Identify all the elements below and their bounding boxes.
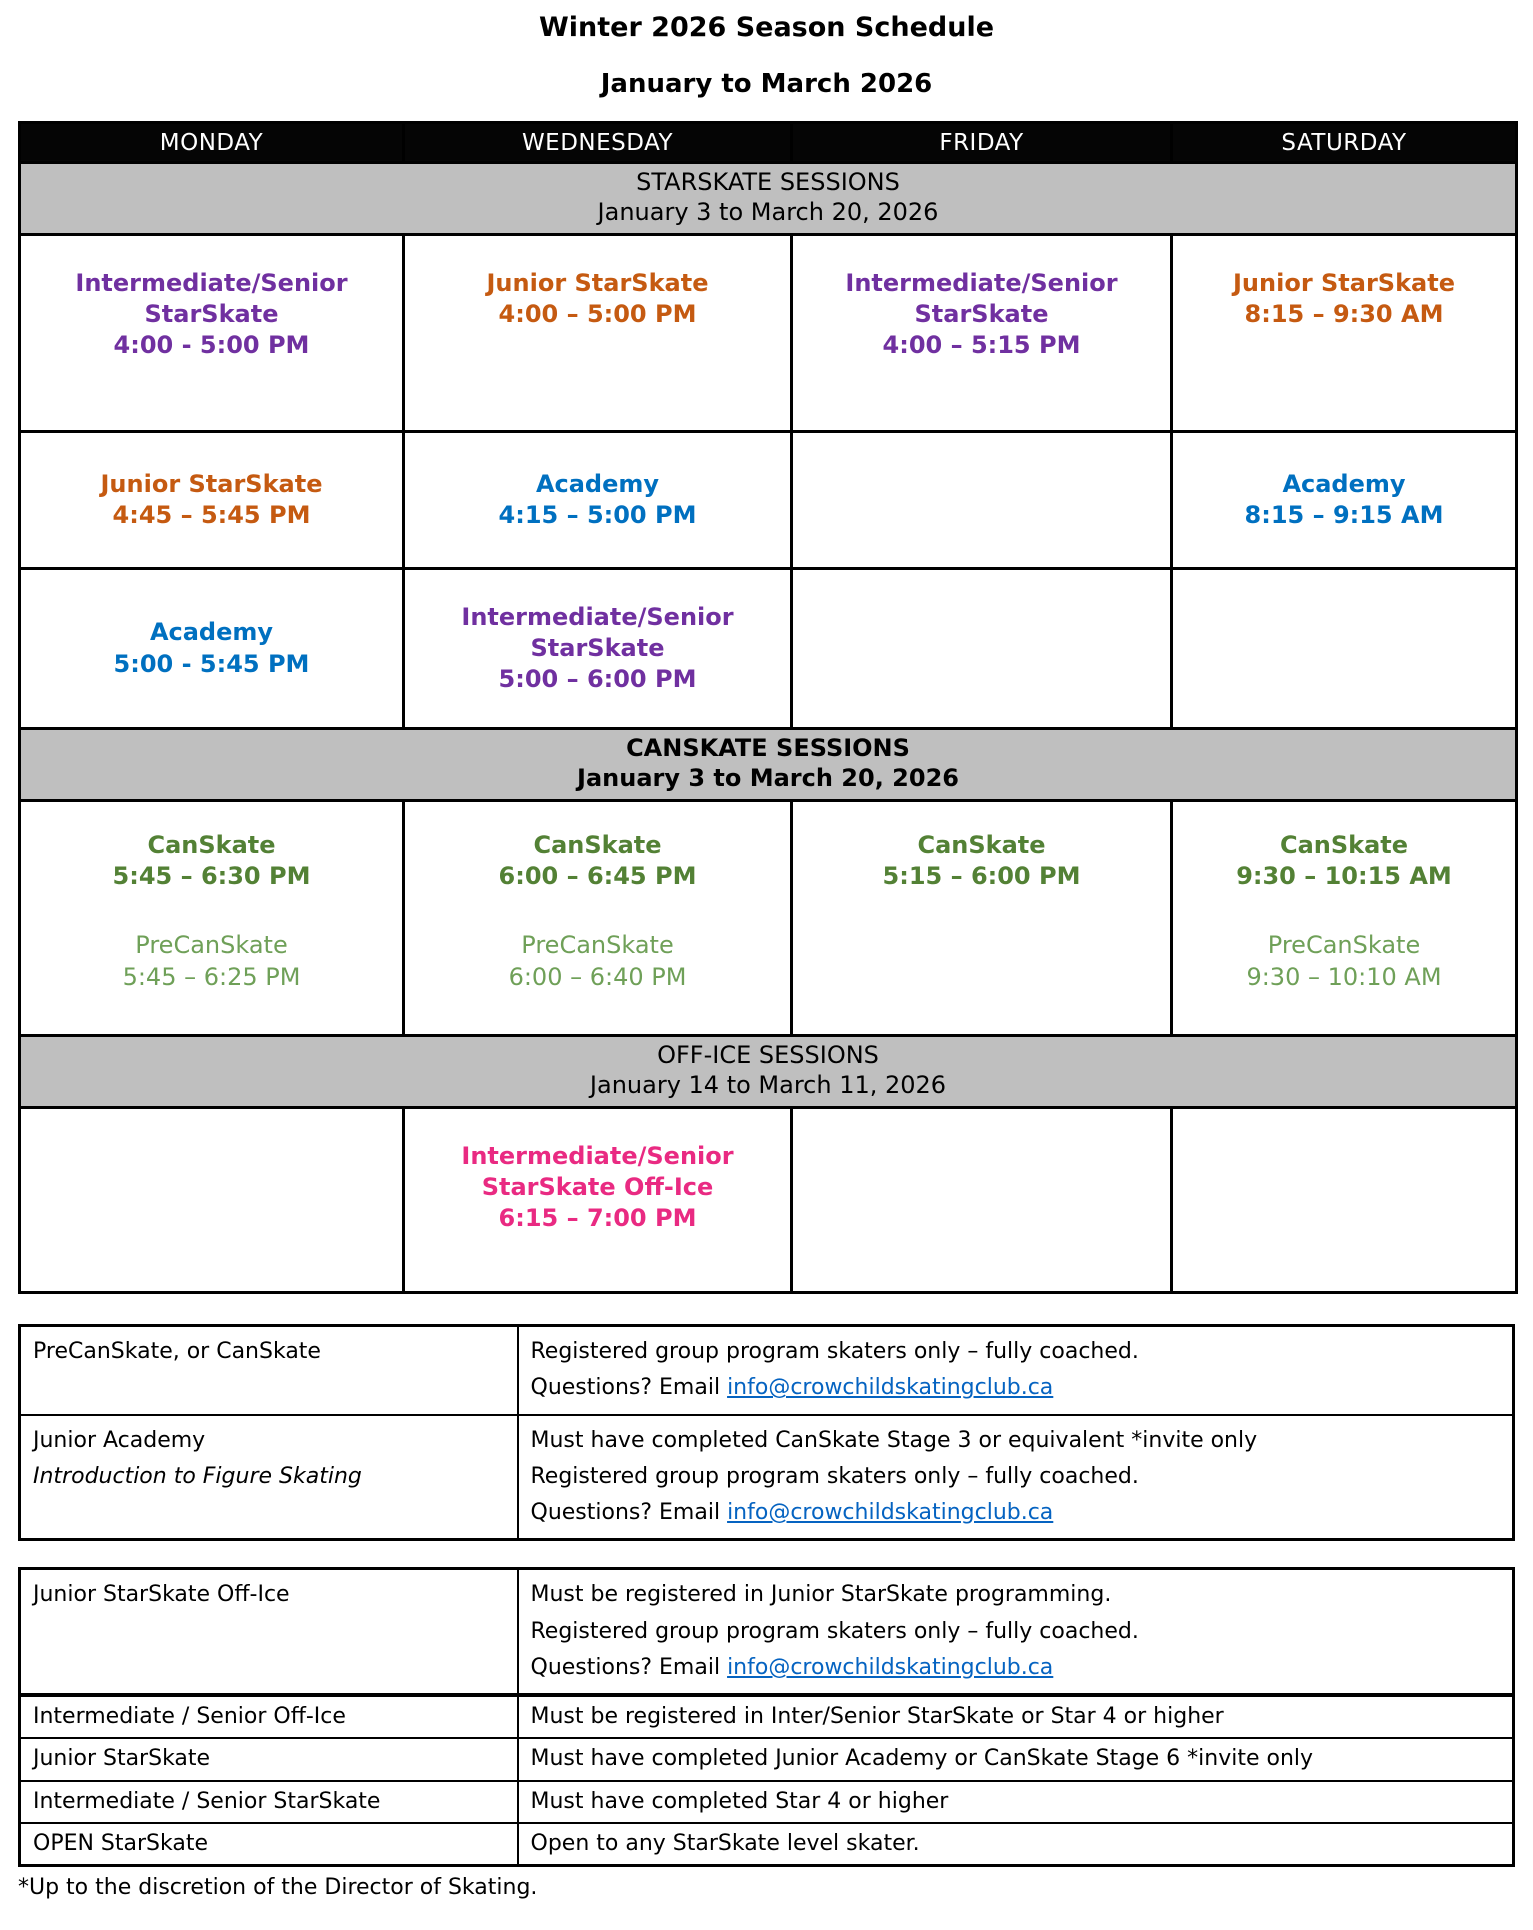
note-detail-line: Registered group program skaters only – fully coached. [530, 1339, 1139, 1364]
note-row-junior-starskate [20, 1738, 1514, 1780]
session-program [406, 1141, 789, 1235]
note-row-precanskate [20, 1326, 1514, 1415]
program-time: 9:30 – 10:15 AM [1236, 862, 1452, 891]
note-detail-cell [518, 1738, 1514, 1780]
program-name: Academy [1282, 469, 1406, 498]
program-time: 4:00 - 5:00 PM [113, 331, 310, 360]
program-time: 9:30 – 10:10 AM [1246, 962, 1442, 991]
starskate-row-2 [20, 432, 1517, 569]
session-cell-wed-canskate [404, 801, 792, 1036]
section-dates-starskate: January 3 to March 20, 2026 [597, 198, 939, 226]
note-program-cell [20, 1415, 518, 1540]
session-program [406, 602, 789, 696]
email-prefix: Questions? Email [530, 1375, 728, 1401]
program-name: PreCanSkate [521, 931, 674, 960]
program-name: CanSkate [533, 831, 662, 859]
session-cell-sat-1 [1172, 235, 1517, 432]
session-program [22, 617, 401, 679]
note-detail-cell [518, 1695, 1514, 1738]
session-cell-fri-canskate [792, 801, 1172, 1036]
session-cell-fri-3-empty [792, 569, 1172, 729]
session-program [406, 469, 789, 531]
note-row-inter-senior-starskate [20, 1781, 1514, 1823]
offce-row [20, 1108, 1517, 1293]
note-program-cell [20, 1569, 518, 1695]
day-header-saturday: SATURDAY [1172, 123, 1517, 163]
note-detail-line: Must have completed Junior Academy or CanSkate Stage 6 *invite only [530, 1746, 1314, 1772]
section-banner-canskate [20, 729, 1517, 801]
note-detail-cell [518, 1781, 1514, 1823]
note-detail-line: Must be registered in Junior StarSkate programming. [530, 1582, 1112, 1608]
note-detail-line [531, 1495, 1501, 1531]
note-row-junior-academy [20, 1415, 1514, 1540]
section-dates-offce: January 14 to March 11, 2026 [589, 1071, 947, 1099]
program-time: 5:00 - 5:45 PM [113, 649, 310, 678]
note-detail-line: Registered group program skaters only – fully coached. [530, 1618, 1139, 1644]
session-cell-wed-2 [404, 432, 792, 569]
note-program-cell [20, 1326, 518, 1415]
note-detail-cell [518, 1569, 1514, 1695]
session-cell-wed-1 [404, 235, 792, 432]
session-cell-fri-1 [792, 235, 1172, 432]
session-cell-sat-canskate [1172, 801, 1517, 1036]
session-subprogram [1174, 930, 1514, 992]
notes-table-programs [18, 1324, 1515, 1541]
program-name: Intermediate/Senior StarSkate [461, 602, 734, 662]
email-prefix: Questions? Email [530, 1655, 728, 1681]
session-program [794, 830, 1169, 892]
note-program-cell [20, 1781, 518, 1823]
email-link[interactable]: info@crowchildskatingclub.ca [727, 1500, 1054, 1526]
day-header-wednesday: WEDNESDAY [404, 123, 792, 163]
program-name: PreCanSkate [1267, 931, 1421, 960]
note-program-subtitle: Introduction to Figure Skating [33, 1463, 362, 1489]
note-detail-line [531, 1650, 1501, 1686]
program-time: 5:45 – 6:30 PM [112, 862, 311, 891]
section-banner-offce-cell [20, 1036, 1517, 1108]
session-cell-sat-2 [1172, 432, 1517, 569]
footnote: *Up to the discretion of the Director of Skating. [18, 1874, 538, 1900]
day-header-friday: FRIDAY [792, 123, 1172, 163]
session-cell-fri-offce-empty [792, 1108, 1172, 1293]
note-detail-cell [518, 1326, 1514, 1415]
session-cell-mon-offce-empty [20, 1108, 404, 1293]
note-detail-line: Must be registered in Inter/Senior StarSkate or Star 4 or higher [530, 1704, 1224, 1730]
program-time: 4:00 – 5:00 PM [498, 300, 697, 329]
starskate-row-1 [20, 235, 1517, 432]
program-name: Intermediate/Senior StarSkate Off-Ice [461, 1142, 734, 1202]
session-program [22, 268, 401, 362]
session-program [406, 830, 789, 892]
section-banner-offce [20, 1036, 1517, 1108]
program-time: 8:15 – 9:15 AM [1244, 501, 1444, 529]
email-link[interactable]: info@crowchildskatingclub.ca [727, 1655, 1054, 1681]
session-program [22, 469, 401, 531]
section-banner-starskate [20, 163, 1517, 235]
note-program-cell [20, 1823, 518, 1866]
note-program-name: OPEN StarSkate [33, 1830, 209, 1856]
section-banner-canskate-cell [20, 729, 1517, 801]
note-program-name: Intermediate / Senior StarSkate [33, 1788, 381, 1814]
note-detail-line [531, 1370, 1501, 1406]
program-name: Junior StarSkate [486, 269, 709, 297]
note-detail-line: Must have completed Star 4 or higher [530, 1788, 949, 1814]
note-program-name: Junior StarSkate Off-Ice [33, 1582, 290, 1608]
page-subtitle: January to March 2026 [600, 69, 933, 99]
program-time: 5:15 – 6:00 PM [882, 862, 1081, 891]
session-program [1174, 268, 1514, 330]
program-name: CanSkate [147, 831, 276, 859]
program-time: 4:45 – 5:45 PM [112, 501, 311, 529]
program-time: 4:15 – 5:00 PM [498, 501, 697, 529]
program-time: 5:45 – 6:25 PM [122, 962, 301, 991]
day-header-monday: MONDAY [20, 123, 404, 163]
session-program [1174, 469, 1514, 531]
note-detail-line: Registered group program skaters only – fully coached. [530, 1463, 1139, 1489]
starskate-row-3 [20, 569, 1517, 729]
program-time: 4:00 – 5:15 PM [882, 331, 1081, 360]
note-row-inter-senior-offce [20, 1695, 1514, 1738]
note-program-cell [20, 1695, 518, 1738]
session-subprogram [22, 930, 401, 992]
canskate-row [20, 801, 1517, 1036]
program-name: Intermediate/Senior StarSkate [845, 269, 1118, 329]
note-row-junior-offce [20, 1569, 1514, 1695]
program-time: 8:15 – 9:30 AM [1244, 300, 1444, 329]
email-prefix: Questions? Email [530, 1500, 728, 1526]
email-link[interactable]: info@crowchildskatingclub.ca [727, 1375, 1054, 1401]
session-subprogram [406, 930, 789, 992]
program-time: 6:00 – 6:40 PM [508, 962, 687, 991]
program-name: Junior StarSkate [1233, 269, 1455, 297]
session-cell-wed-3 [404, 569, 792, 729]
session-cell-mon-canskate [20, 801, 404, 1036]
note-detail-line: Must have completed CanSkate Stage 3 or equivalent *invite only [530, 1427, 1258, 1453]
program-name: CanSkate [1279, 831, 1409, 859]
section-dates-canskate: January 3 to March 20, 2026 [577, 764, 959, 792]
note-row-open-starskate [20, 1823, 1514, 1866]
program-name: Junior StarSkate [100, 469, 323, 498]
session-program [22, 830, 401, 892]
note-program-name: Junior Academy [33, 1427, 206, 1453]
session-cell-wed-offce [404, 1108, 792, 1293]
note-program-name: Junior StarSkate [33, 1746, 211, 1772]
program-time: 6:00 – 6:45 PM [498, 862, 697, 891]
session-cell-fri-2-empty [792, 432, 1172, 569]
note-detail-cell [518, 1823, 1514, 1866]
section-banner-starskate-cell [20, 163, 1517, 235]
program-name: PreCanSkate [135, 931, 288, 960]
notes-table-starskate [18, 1567, 1515, 1866]
session-cell-mon-1 [20, 235, 404, 432]
program-name: Intermediate/Senior StarSkate [75, 269, 348, 329]
session-cell-sat-offce-empty [1172, 1108, 1517, 1293]
session-cell-mon-3 [20, 569, 404, 729]
session-cell-mon-2 [20, 432, 404, 569]
program-name: Academy [149, 618, 274, 647]
program-time: 5:00 – 6:00 PM [498, 665, 697, 694]
schedule-table [18, 121, 1518, 1294]
section-title-offce: OFF-ICE SESSIONS [657, 1041, 879, 1069]
day-header-row [20, 123, 1517, 163]
program-name: CanSkate [917, 831, 1046, 859]
note-detail-cell [518, 1415, 1514, 1540]
session-program [1174, 830, 1514, 892]
note-program-name: PreCanSkate, or CanSkate [33, 1339, 321, 1364]
program-name: Academy [535, 469, 660, 498]
note-detail-line: Open to any StarSkate level skater. [530, 1830, 920, 1856]
note-program-name: Intermediate / Senior Off-Ice [33, 1704, 346, 1730]
session-program [794, 268, 1169, 362]
note-program-cell [20, 1738, 518, 1780]
section-title-canskate: CANSKATE SESSIONS [626, 734, 910, 762]
program-time: 6:15 – 7:00 PM [498, 1204, 697, 1233]
session-cell-sat-3-empty [1172, 569, 1517, 729]
section-title-starskate: STARSKATE SESSIONS [636, 168, 900, 196]
session-program [406, 268, 789, 330]
page-title: Winter 2026 Season Schedule [538, 12, 995, 43]
